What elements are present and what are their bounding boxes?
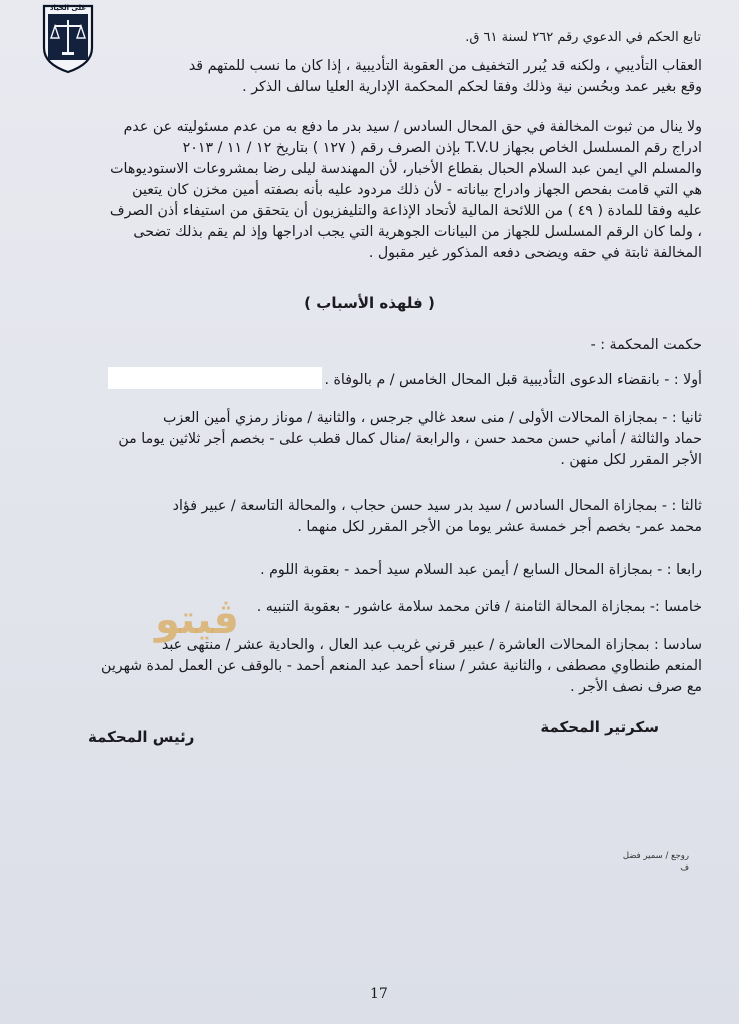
emblem-caption: على الحياد [49,4,87,12]
ruling-second: ثانيا : - بمجازاة المحالات الأولى / منى سعد غالي جرجس ، والثانية / موناز رمزي أمين العزب حماد والثالثة / أماني حسن محمد حسن ، والرابعة /منال كمال قطب على - بخصم أجر ثلاثين يوما من الأجر المقرر لكل منهن . [118,410,702,468]
ruling-first: أولا : - بانقضاء الدعوى التأديبية قبل المحال الخامس / م بالوفاة . [324,372,702,388]
ruling-fourth: رابعا : - بمجازاة المحال السابع / أيمن عبد السلام سيد أحمد - بعقوبة اللوم . [260,562,702,578]
intro-paragraph: العقاب التأديبي ، ولكنه قد يُبرر التخفيف من العقوبة التأديبية ، إذا كان ما نسب للمتهم قد وقع بغير عمد وبحُسن نية وذلك وفقا لحكم المحكمة الإدارية العليا سالف الذكر . [188,58,702,95]
secretary-signature: سكرتير المحكمة [540,718,659,736]
verdict-intro: حكمت المحكمة : - [590,337,702,353]
case-reference: تابع الحكم في الدعوي رقم ٢٦٢ لسنة ٦١ ق. [465,30,701,45]
redaction-box [108,367,322,389]
watermark-logo: ڤيتو [155,597,239,643]
ruling-fifth: خامسا :- بمجازاة المحالة الثامنة / فاتن محمد سلامة عاشور - بعقوبة التنبيه . [256,599,702,615]
review-note: روجع / سمير فضل ف [622,851,689,873]
reasons-heading: ( فلهذه الأسباب ) [304,294,435,312]
president-signature: رئيس المحكمة [88,728,195,746]
ruling-sixth: سادسا : بمجازاة المحالات العاشرة / عبير قرني غريب عبد العال ، والحادية عشر / منتهى عبد المنعم طنطاوي مصطفى ، والثانية عشر / سناء أحمد عبد المنعم أحمد - بالوقف عن العمل لمدة شهرين مع صرف نصف الأجر . [101,637,702,695]
page-number: 17 [370,986,388,1002]
ruling-third: ثالثا : - بمجازاة المحال السادس / سيد بدر سيد حسن حجاب ، والمحالة التاسعة / عبير فؤاد محمد عمر- بخصم أجر خمسة عشر يوما من الأجر المقرر لكل منهما . [172,498,702,535]
sixth-accused-paragraph: ولا ينال من ثبوت المخالفة في حق المحال السادس / سيد بدر ما دفع به من عدم مسئوليته عن عدم ادراج رقم المسلسل الخاص بجهاز T.V.U بإذن الصرف رقم ( ١٢٧ ) بتاريخ ١٢ / ١١ / ٢٠١٣ والمسلم الي ايمن عبد السلام الحبال بقطاع الأخبار، لأن المهندسة ليلى رضا بمشروعات الاستوديوهات هي التي قامت بفحص الجهاز وادراج بياناته - لأن ذلك مردود عليه بأنه بصفته أمين مخزن كان يتعين عليه وفقا للمادة ( ٤٩ ) من اللائحة المالية لأتحاد الإذاعة والتليفزيون أن يتحقق من استيفاء أذن الصرف ، ولما كان الرقم المسلسل للجهاز من البيانات الجوهرية التي يجب ادراجها وإذ لم يقم بذلك تضحى المخالفة ثابتة في حقه ويضحى دفعه المذكور غير مقبول . [109,119,702,261]
